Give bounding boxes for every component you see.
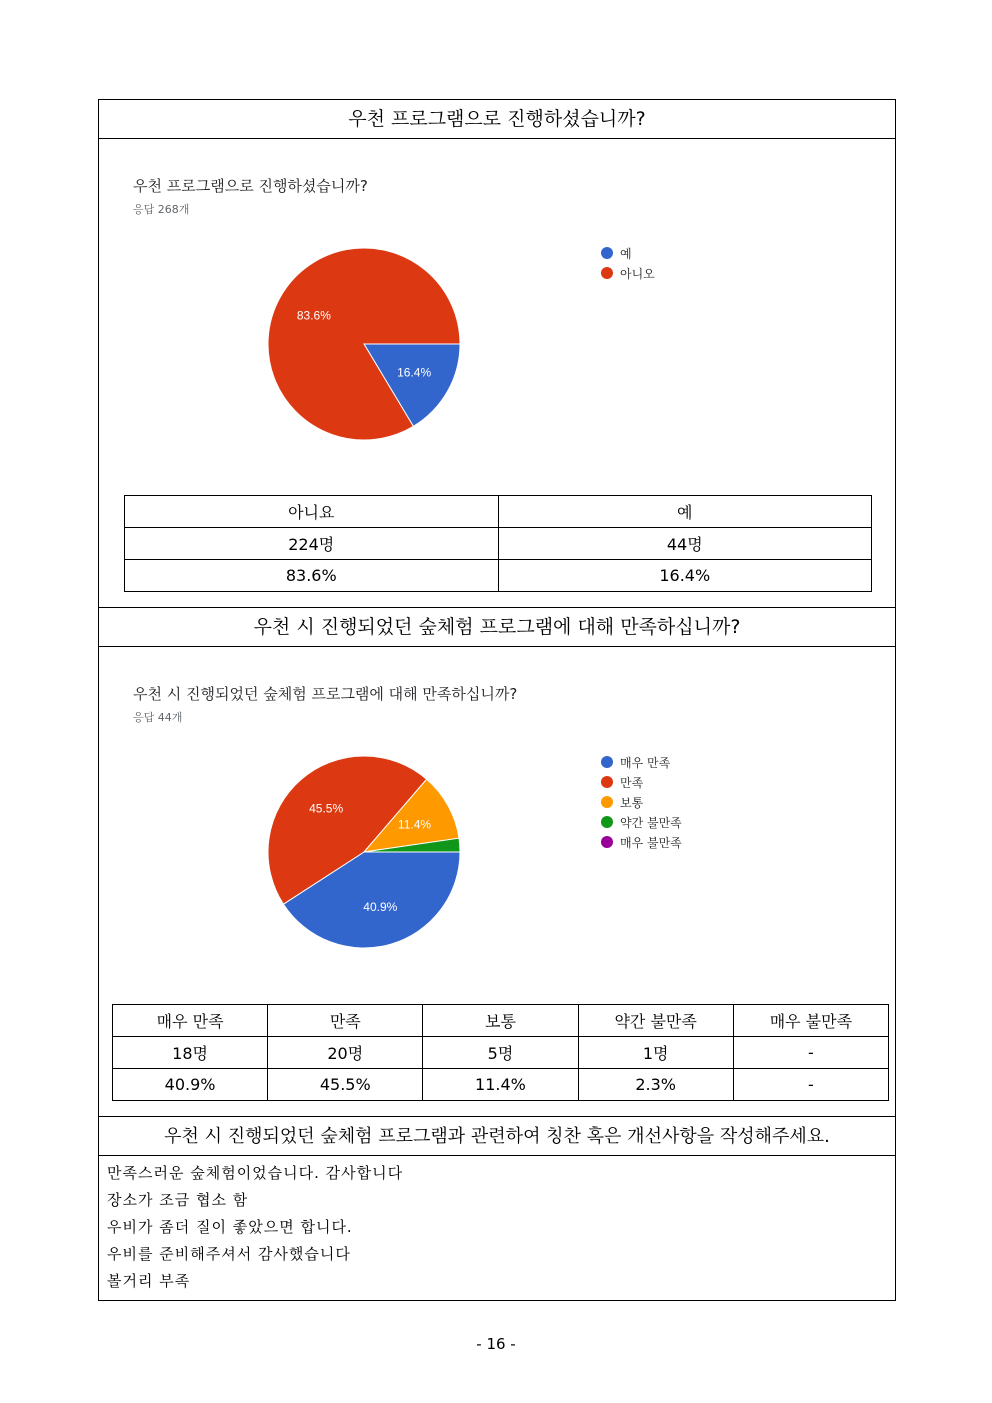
table-cell: 매우 불만족 bbox=[733, 1005, 888, 1037]
section1-header: 우천 프로그램으로 진행하셨습니까? bbox=[99, 100, 895, 139]
list-item: 우비가 좀더 질이 좋았으면 합니다. bbox=[107, 1218, 353, 1236]
section2-table bbox=[112, 1004, 889, 1101]
section1-table bbox=[124, 495, 872, 592]
table-cell: 45.5% bbox=[268, 1069, 423, 1101]
table-cell: 44명 bbox=[498, 528, 872, 560]
chart2-responses: 응답 44개 bbox=[133, 711, 183, 724]
section2-body bbox=[99, 647, 895, 1116]
table-row bbox=[113, 1069, 889, 1101]
legend-label: 예 bbox=[620, 246, 632, 261]
legend-item bbox=[601, 832, 682, 852]
chart1-title: 우천 프로그램으로 진행하셨습니까? bbox=[133, 177, 368, 195]
table-row bbox=[125, 528, 872, 560]
list-item: 장소가 조금 협소 함 bbox=[107, 1191, 249, 1209]
table-cell: 20명 bbox=[268, 1037, 423, 1069]
table-cell: 83.6% bbox=[125, 560, 499, 592]
chart1-pie bbox=[249, 229, 479, 459]
legend-label: 보통 bbox=[620, 795, 644, 810]
section1-body bbox=[99, 139, 895, 607]
list-item: 볼거리 부족 bbox=[107, 1272, 191, 1290]
section3-header: 우천 시 진행되었던 숲체험 프로그램과 관련하여 칭찬 혹은 개선사항을 작성해주세요. bbox=[99, 1116, 895, 1156]
table-cell: - bbox=[733, 1037, 888, 1069]
legend-item bbox=[601, 263, 655, 283]
pie-label-1: 16.4% bbox=[397, 365, 432, 380]
table-cell: 약간 불만족 bbox=[578, 1005, 733, 1037]
legend-item bbox=[601, 752, 682, 772]
chart1-legend bbox=[601, 243, 655, 283]
table-cell: 1명 bbox=[578, 1037, 733, 1069]
table-cell: 224명 bbox=[125, 528, 499, 560]
legend-item bbox=[601, 772, 682, 792]
pie-label-3: 11.4% bbox=[397, 817, 432, 832]
section2-header: 우천 시 진행되었던 숲체험 프로그램에 대해 만족하십니까? bbox=[99, 607, 895, 647]
chart2-pie bbox=[249, 737, 479, 967]
table-cell: 2.3% bbox=[578, 1069, 733, 1101]
table-cell: 매우 만족 bbox=[113, 1005, 268, 1037]
table-cell: 11.4% bbox=[423, 1069, 578, 1101]
table-cell: 예 bbox=[498, 496, 872, 528]
legend-label: 약간 불만족 bbox=[620, 815, 682, 830]
table-row bbox=[113, 1005, 889, 1037]
chart1-responses: 응답 268개 bbox=[133, 203, 190, 216]
legend-dot bbox=[601, 836, 613, 848]
table-row bbox=[125, 496, 872, 528]
chart2-title: 우천 시 진행되었던 숲체험 프로그램에 대해 만족하십니까? bbox=[133, 685, 518, 703]
table-cell: 보통 bbox=[423, 1005, 578, 1037]
legend-dot bbox=[601, 816, 613, 828]
pie-label-2: 83.6% bbox=[296, 308, 331, 323]
table-cell: 만족 bbox=[268, 1005, 423, 1037]
legend-label: 매우 만족 bbox=[620, 755, 671, 770]
list-item: 만족스러운 숲체험이었습니다. 감사합니다 bbox=[107, 1164, 404, 1182]
legend-label: 만족 bbox=[620, 775, 644, 790]
legend-dot bbox=[601, 776, 613, 788]
table-cell: 5명 bbox=[423, 1037, 578, 1069]
page-number: - 16 - bbox=[476, 1335, 516, 1353]
legend-dot bbox=[601, 247, 613, 259]
legend-item bbox=[601, 792, 682, 812]
legend-dot bbox=[601, 267, 613, 279]
pie-label-2: 45.5% bbox=[309, 801, 344, 816]
legend-dot bbox=[601, 796, 613, 808]
list-item: 우비를 준비해주셔서 감사했습니다 bbox=[107, 1245, 351, 1263]
legend-item bbox=[601, 812, 682, 832]
legend-label: 매우 불만족 bbox=[620, 835, 682, 850]
table-cell: 40.9% bbox=[113, 1069, 268, 1101]
page-frame bbox=[98, 99, 896, 1301]
pie-label-1: 40.9% bbox=[363, 900, 398, 915]
legend-label: 아니오 bbox=[620, 266, 655, 281]
table-row bbox=[113, 1037, 889, 1069]
legend-item bbox=[601, 243, 655, 263]
chart2-legend bbox=[601, 752, 682, 852]
legend-dot bbox=[601, 756, 613, 768]
table-cell: 아니요 bbox=[125, 496, 499, 528]
table-cell: 16.4% bbox=[498, 560, 872, 592]
comments-list bbox=[107, 1160, 403, 1295]
table-cell: - bbox=[733, 1069, 888, 1101]
table-cell: 18명 bbox=[113, 1037, 268, 1069]
table-row bbox=[125, 560, 872, 592]
